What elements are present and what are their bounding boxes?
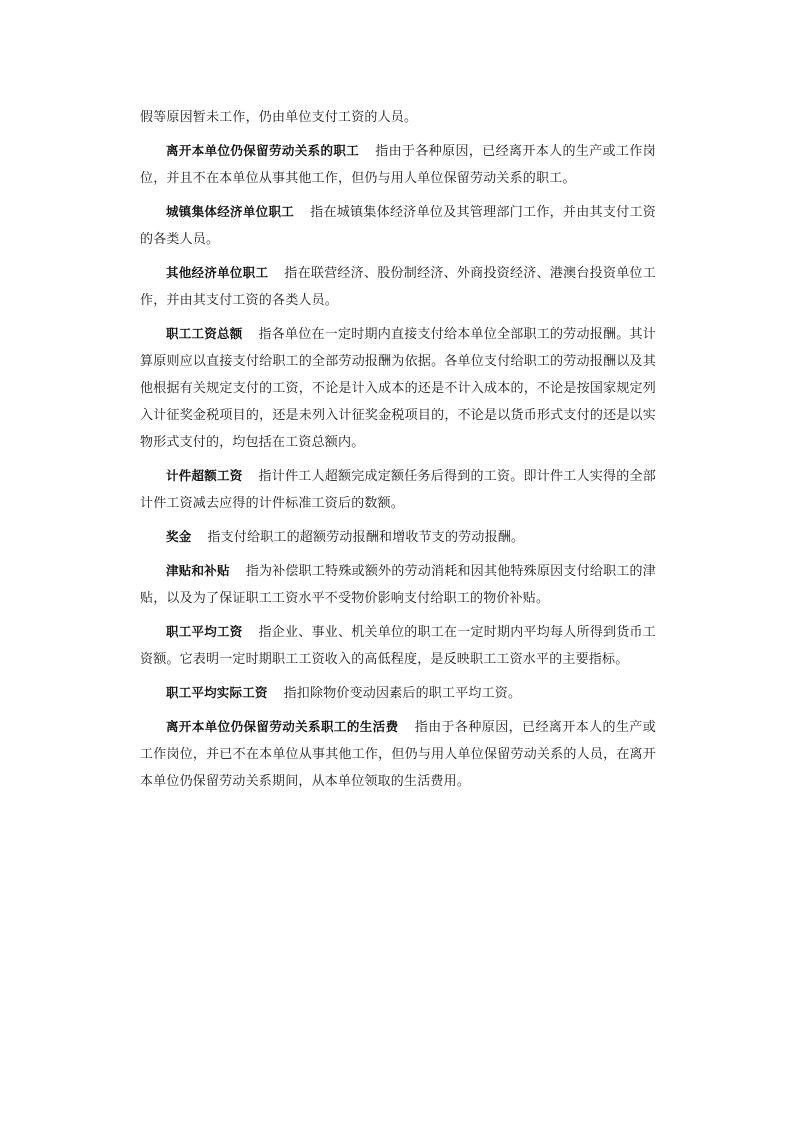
definition-paragraph (140, 523, 656, 551)
definition-term: 津贴和补贴 (166, 563, 230, 578)
definition-text: 指各单位在一定时期内直接支付给本单位全部职工的劳动报酬。其计算原则应以直接支付给职工的全部劳动报酬为依据。各单位支付给职工的劳动报酬以及其他根据有关规定支付的工资，不论是计入成本的还是不计入成本的，不论是按国家规定列入计征奖金税项目的，还是未列入计征奖金税项目的，不论是以货币形式支付的还是以实物形式支付的，均包括在工资总额内。 (140, 327, 656, 450)
definition-term: 职工平均实际工资 (166, 685, 268, 700)
definition-paragraph (140, 462, 656, 517)
definition-text: 指由于各种原因，已经离开本人的生产或工作岗位，并且不在本单位从事其他工作，但仍与用人单位保留劳动关系的职工。 (140, 144, 656, 186)
definition-term: 离开本单位仍保留劳动关系职工的生活费 (166, 719, 399, 734)
definition-paragraph (140, 259, 656, 314)
definition-paragraph (140, 679, 656, 707)
definition-text: 指在联营经济、股份制经济、外商投资经济、港澳台投资单位工作，并由其支付工资的各类人员。 (140, 266, 656, 308)
definition-term: 奖金 (166, 529, 192, 544)
definition-text: 指支付给职工的超额劳动报酬和增收节支的劳动报酬。 (207, 530, 525, 545)
definition-paragraph (140, 557, 656, 612)
definition-paragraph (140, 618, 656, 673)
paragraph-text: 假等原因暂未工作，仍由单位支付工资的人员。 (140, 110, 418, 125)
definition-term: 职工工资总额 (166, 326, 243, 341)
definition-paragraph (140, 320, 656, 456)
document-body (140, 104, 656, 801)
definition-text: 指为补偿职工特殊或额外的劳动消耗和因其他特殊原因支付给职工的津贴，以及为了保证职工工资水平不受物价影响支付给职工的物价补贴。 (140, 564, 656, 606)
definition-text: 指企业、事业、机关单位的职工在一定时期内平均每人所得到货币工资额。它表明一定时期职工工资收入的高低程度，是反映职工工资水平的主要指标。 (140, 625, 656, 667)
definition-text: 指在城镇集体经济单位及其管理部门工作，并由其支付工资的各类人员。 (140, 205, 656, 247)
paragraph-continuation (140, 104, 656, 131)
definition-paragraph (140, 198, 656, 253)
definition-paragraph (140, 137, 656, 192)
definition-paragraph (140, 713, 656, 795)
definition-text: 指扣除物价变动因素后的职工平均工资。 (283, 686, 522, 701)
definition-text: 指计件工人超额完成定额任务后得到的工资。即计件工人实得的全部计件工资减去应得的计件标准工资后的数额。 (140, 469, 656, 511)
definition-term: 城镇集体经济单位职工 (166, 204, 295, 219)
definition-term: 计件超额工资 (166, 468, 243, 483)
definition-text: 指由于各种原因，已经离开本人的生产或工作岗位，并已不在本单位从事其他工作，但仍与用人单位保留劳动关系的人员，在离开本单位仍保留劳动关系期间，从本单位领取的生活费用。 (140, 720, 656, 789)
definition-term: 职工平均工资 (166, 624, 243, 639)
definition-term: 其他经济单位职工 (166, 265, 269, 280)
definition-term: 离开本单位仍保留劳动关系的职工 (166, 143, 360, 158)
